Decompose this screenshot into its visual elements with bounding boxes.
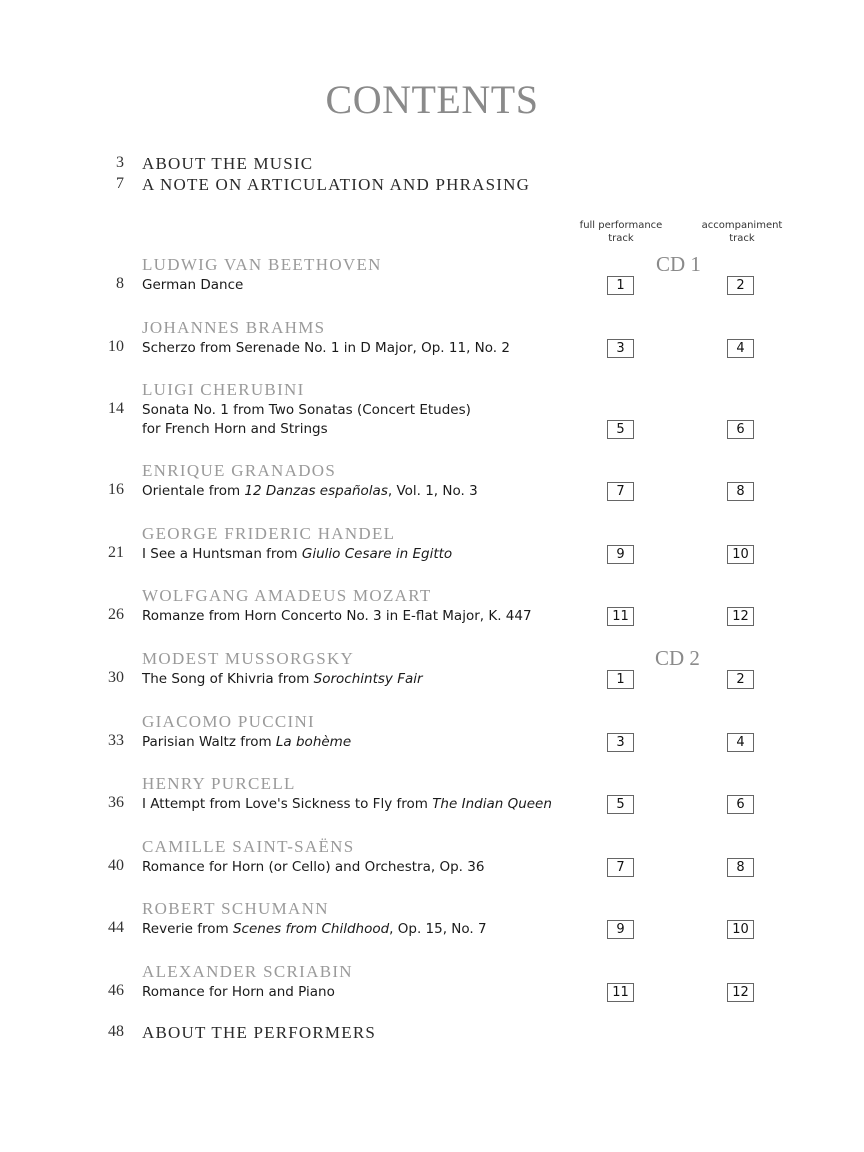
composer-name: ROBERT SCHUMANN [142,899,329,918]
column-header-line: full performance [579,220,663,231]
work-title-italic: Sorochintsy Fair [313,671,423,687]
full-performance-track-number: 9 [607,920,634,939]
page-number: 10 [108,338,124,355]
work-title-line: for French Horn and Strings [142,421,328,437]
page-number: 30 [108,669,124,686]
page-number: 44 [108,919,124,936]
composer-name: LUDWIG VAN BEETHOVEN [142,255,382,274]
work-title-italic: Giulio Cesare in Egitto [301,546,453,562]
work-title[interactable] [142,607,532,626]
composer-name: GIACOMO PUCCINI [142,712,315,731]
work-title-text: , Vol. 1, No. 3 [387,483,478,499]
accompaniment-track-number: 8 [727,858,754,877]
composer-name: ALEXANDER SCRIABIN [142,962,353,981]
accompaniment-track-number: 6 [727,420,754,439]
work-title-italic: Scenes from Childhood [232,921,390,937]
work-title[interactable] [142,795,552,814]
work-title-text: Reverie from [142,921,233,937]
page-number: 16 [108,481,124,498]
work-title-text: Romanze from Horn Concerto No. 3 in E-flat Major, K. 447 [142,608,532,624]
composer-name: GEORGE FRIDERIC HANDEL [142,524,396,543]
composer-name: MODEST MUSSORGSKY [142,649,355,668]
column-header-accompaniment [687,219,797,245]
composer-name: ENRIQUE GRANADOS [142,461,337,480]
work-title-text: I Attempt from Love's Sickness to Fly from [142,796,433,812]
column-header-line: accompaniment [701,220,783,231]
full-performance-track-number: 11 [607,983,634,1002]
full-performance-track-number: 7 [607,858,634,877]
work-title[interactable] [142,339,510,358]
column-header-full-performance [566,219,676,245]
work-title[interactable] [142,920,487,939]
composer-name: HENRY PURCELL [142,774,296,793]
page-number: 40 [108,857,124,874]
accompaniment-track-number: 12 [727,983,754,1002]
page-number: 36 [108,794,124,811]
page-number: 3 [116,154,124,171]
column-header-line: track [729,233,755,244]
work-title[interactable] [142,401,471,439]
accompaniment-track-number: 2 [727,670,754,689]
work-title-italic: The Indian Queen [432,796,552,812]
accompaniment-track-number: 10 [727,545,754,564]
page-number: 33 [108,732,124,749]
full-performance-track-number: 11 [607,607,634,626]
work-title-text: The Song of Khivria from [142,671,314,687]
work-title[interactable] [142,983,335,1002]
page-number: 46 [108,982,124,999]
accompaniment-track-number: 6 [727,795,754,814]
full-performance-track-number: 5 [607,420,634,439]
composer-name: JOHANNES BRAHMS [142,318,326,337]
work-title-italic: La bohème [275,734,352,750]
cd-label-2: CD 2 [655,646,700,670]
cd-label-1: CD 1 [656,252,701,276]
work-title[interactable] [142,545,452,564]
composer-name: WOLFGANG AMADEUS MOZART [142,586,432,605]
full-performance-track-number: 3 [607,733,634,752]
work-title[interactable] [142,482,478,501]
accompaniment-track-number: 12 [727,607,754,626]
composer-name: CAMILLE SAINT-SAËNS [142,837,355,856]
page-number: 7 [116,175,124,192]
work-title-text: Orientale from [142,483,245,499]
full-performance-track-number: 1 [607,670,634,689]
full-performance-track-number: 1 [607,276,634,295]
work-title-text: Romance for Horn and Piano [142,984,335,1000]
work-title[interactable] [142,276,243,295]
work-title-line: Sonata No. 1 from Two Sonatas (Concert Etudes) [142,402,471,418]
composer-name: LUIGI CHERUBINI [142,380,305,399]
full-performance-track-number: 9 [607,545,634,564]
full-performance-track-number: 7 [607,482,634,501]
section-about-the-performers[interactable]: ABOUT THE PERFORMERS [142,1023,377,1042]
page-number: 14 [108,400,124,417]
work-title-text: I See a Huntsman from [142,546,302,562]
work-title-text: Parisian Waltz from [142,734,276,750]
work-title-text: Scherzo from Serenade No. 1 in D Major, Op. 11, No. 2 [142,340,510,356]
section-about-the-music[interactable]: ABOUT THE MUSIC [142,154,314,173]
work-title-text: German Dance [142,277,244,293]
accompaniment-track-number: 8 [727,482,754,501]
work-title-text: , Op. 15, No. 7 [389,921,487,937]
full-performance-track-number: 5 [607,795,634,814]
page-number: 26 [108,606,124,623]
page-number: 8 [116,275,124,292]
accompaniment-track-number: 4 [727,339,754,358]
page-title: CONTENTS [325,77,539,122]
page-number: 21 [108,544,124,561]
work-title-text: Romance for Horn (or Cello) and Orchestra, Op. 36 [142,859,485,875]
section-articulation-note[interactable]: A NOTE ON ARTICULATION AND PHRASING [142,175,531,194]
full-performance-track-number: 3 [607,339,634,358]
accompaniment-track-number: 10 [727,920,754,939]
work-title[interactable] [142,670,423,689]
work-title-italic: 12 Danzas españolas [244,483,388,499]
work-title[interactable] [142,733,351,752]
accompaniment-track-number: 2 [727,276,754,295]
column-header-line: track [608,233,634,244]
work-title[interactable] [142,858,484,877]
page-number: 48 [108,1023,124,1040]
accompaniment-track-number: 4 [727,733,754,752]
